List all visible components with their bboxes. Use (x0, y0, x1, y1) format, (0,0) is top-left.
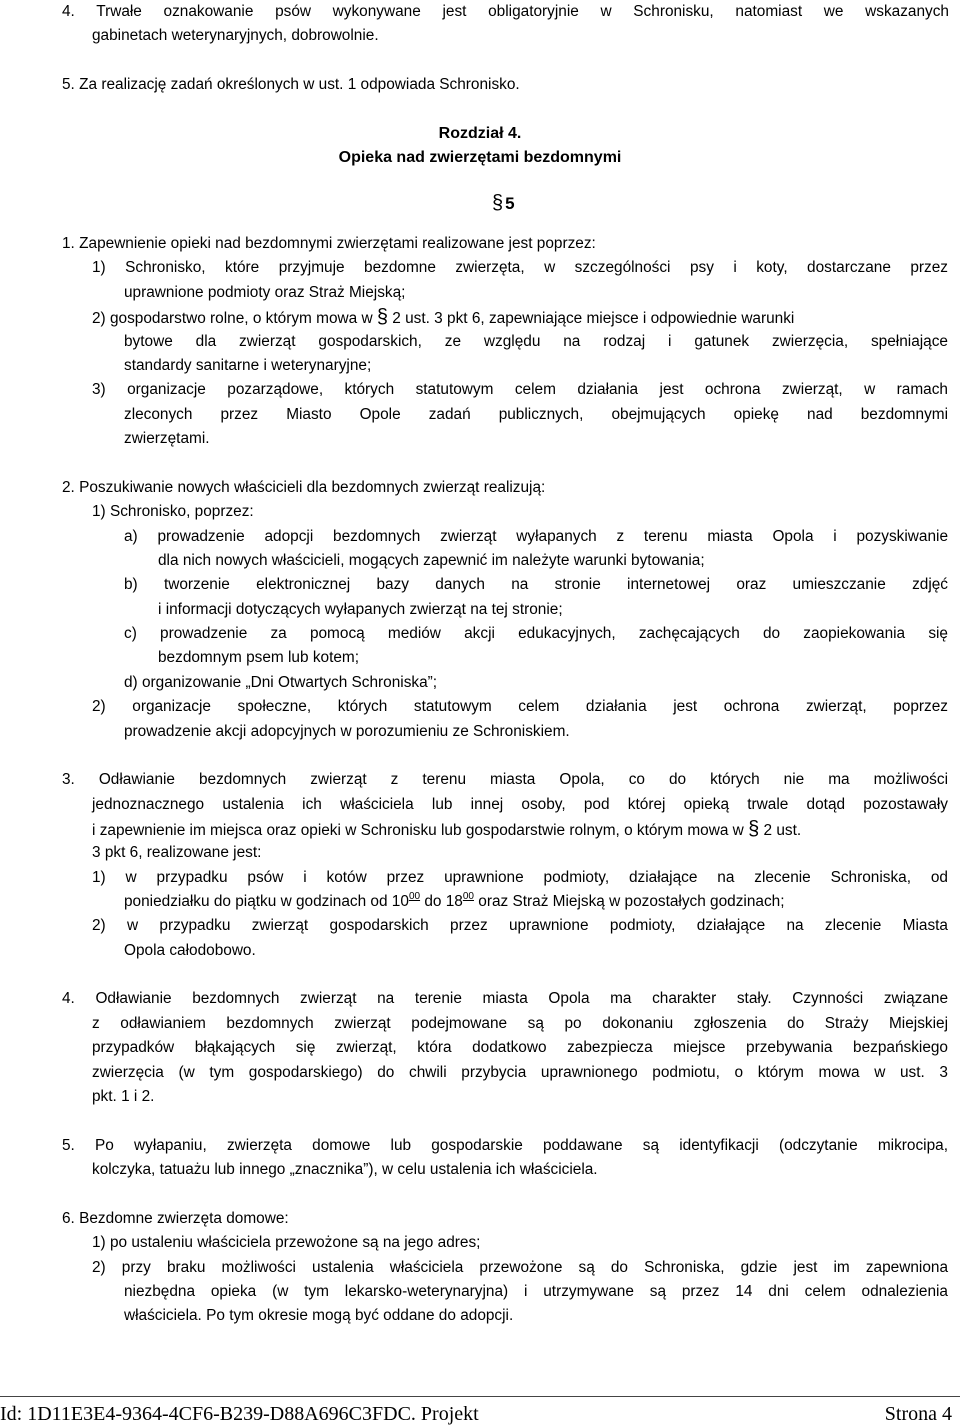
p2-line-11: prowadzenie akcji adopcyjnych w porozumieniu ze Schroniskiem. (124, 723, 570, 740)
footer-page-number: Strona 4 (884, 1403, 952, 1425)
p3-line-8: Opola całodobowo. (124, 942, 256, 959)
p2-line-8: bezdomnym psem lub kotem; (158, 649, 360, 666)
hour-superscript-1: 00 (408, 891, 421, 902)
p2-line-4: dla nich nowych właścicieli, mogących zapewnić im należyte warunki bytowania; (158, 552, 705, 569)
p3-line-6 (124, 890, 785, 915)
p3-line-3-text-a: i zapewnienie im miejsca oraz opieki w Schronisku lub gospodarstwie rolnym, o którym mowa w (92, 822, 744, 839)
p2-line-3: a) prowadzenie adopcji bezdomnych zwierząt wyłapanych z terenu miasta Opola i pozyskiwanie (124, 528, 948, 545)
p2-line-5: b) tworzenie elektronicznej bazy danych na stronie internetowej oraz umieszczanie zdjęć (124, 576, 948, 593)
paragraph-4-line-1: 4. Trwałe oznakowanie psów wykonywane jest obligatoryjnie w Schronisku, natomiast we wskazanych (62, 3, 949, 20)
p3-line-2: jednoznacznego ustalenia ich właściciela lub innej osoby, pod której opieką trwale dotąd pozostawały (92, 796, 948, 813)
p2-line-9: d) organizowanie „Dni Otwartych Schroniska”; (124, 674, 438, 691)
p2-line-6: i informacji dotyczących wyłapanych zwierząt na tej stronie; (158, 601, 563, 618)
p6-line-2: 1) po ustaleniu właściciela przewożone są na jego adres; (92, 1234, 481, 1251)
section-symbol: § (492, 192, 504, 214)
p3-line-5: 1) w przypadku psów i kotów przez uprawnione podmioty, działające na zlecenie Schroniska, od (92, 869, 948, 886)
p1-line-3: uprawnione podmioty oraz Straż Miejską; (124, 284, 406, 301)
p6-line-3: 2) przy braku możliwości ustalenia właściciela przewożone są do Schroniska, gdzie jest im zapewniona (92, 1259, 948, 1276)
p1-line-2: 1) Schronisko, które przyjmuje bezdomne zwierzęta, w szczególności psy i koty, dostarczane przez (92, 259, 948, 276)
p6-line-5: właściciela. Po tym okresie mogą być oddane do adopcji. (124, 1307, 514, 1324)
p3-line-6-text-c: oraz Straż Miejską w pozostałych godzinach; (473, 893, 785, 910)
p2-line-1: 2. Poszukiwanie nowych właścicieli dla bezdomnych zwierząt realizują: (62, 479, 546, 496)
footer-divider (0, 1396, 960, 1397)
p1-line-8: zleconych przez Miasto Opole zadań publicznych, obejmujących opiekę nad bezdomnymi (124, 406, 948, 423)
p4-line-3: przypadków błąkających się zwierząt, która dodatkowo zabezpiecza miejsce przebywania bezpańskiego (92, 1039, 948, 1056)
p3-line-3 (92, 817, 801, 844)
p1-line-6: standardy sanitarne i weterynaryjne; (124, 357, 372, 374)
p1-line-5: bytowe dla zwierząt gospodarskich, ze względu na rodzaj i gatunek zwierzęcia, spełniające (124, 333, 948, 350)
chapter-title: Opieka nad zwierzętami bezdomnymi (338, 149, 622, 166)
p1-line-7: 3) organizacje pozarządowe, których statutowym celem działania jest ochrona zwierząt, w ramach (92, 381, 948, 398)
p3-line-4: 3 pkt 6, realizowane jest: (92, 844, 262, 861)
p4-line-4: zwierzęcia (w tym gospodarskiego) do chwili przybycia uprawnionego podmiotu, o którym mowa w ust. 3 (92, 1064, 948, 1081)
p5-line-1: 5. Po wyłapaniu, zwierzęta domowe lub gospodarskie poddawane są identyfikacji (odczytanie mikrocipa, (62, 1137, 948, 1154)
footer-document-id: Id: 1D11E3E4-9364-4CF6-B239-D88A696C3FDC. Projekt (0, 1403, 479, 1425)
p6-line-1: 6. Bezdomne zwierzęta domowe: (62, 1210, 289, 1227)
p3-line-7: 2) w przypadku zwierząt gospodarskich przez uprawnione podmioty, działające na zlecenie Miasta (92, 917, 948, 934)
p3-line-6-text-b: do 18 (420, 893, 463, 910)
hour-superscript-2: 00 (462, 891, 474, 902)
p5-line-2: kolczyka, tatuażu lub innego „znacznika”), w celu ustalenia ich właściciela. (92, 1161, 598, 1178)
p1-line-9: zwierzętami. (124, 430, 210, 447)
p2-line-7: c) prowadzenie za pomocą mediów akcji edukacyjnych, zachęcających do zaopiekowania się (124, 625, 948, 642)
section-symbol-inline: § (748, 818, 760, 840)
p1-line-4-text-a: 2) gospodarstwo rolne, o którym mowa w (92, 310, 373, 327)
p4-line-1: 4. Odławianie bezdomnych zwierząt na terenie miasta Opola ma charakter stały. Czynności związane (62, 990, 948, 1007)
p2-line-10: 2) organizacje społeczne, których statutowym celem działania jest ochrona zwierząt, poprzez (92, 698, 948, 715)
p2-line-2: 1) Schronisko, poprzez: (92, 503, 254, 520)
section-symbol-inline: § (376, 306, 388, 328)
paragraph-5: 5. Za realizację zadań określonych w ust. 1 odpowiada Schronisko. (62, 76, 520, 93)
p3-line-3-text-b: 2 ust. (763, 822, 802, 839)
p4-line-2: z odławianiem bezdomnych zwierząt podejmowane są po dokonaniu zgłoszenia do Straży Miejskiej (92, 1015, 948, 1032)
p4-line-5: pkt. 1 i 2. (92, 1088, 155, 1105)
section-number: 5 (505, 194, 515, 213)
p1-line-1: 1. Zapewnienie opieki nad bezdomnymi zwierzętami realizowane jest poprzez: (62, 235, 596, 252)
section-heading (492, 191, 515, 217)
p1-line-4-text-b: 2 ust. 3 pkt 6, zapewniające miejsce i odpowiednie warunki (392, 310, 795, 327)
p3-line-1: 3. Odławianie bezdomnych zwierząt z terenu miasta Opola, co do których nie ma możliwości (62, 771, 948, 788)
paragraph-4-line-2: gabinetach weterynaryjnych, dobrowolnie. (92, 27, 379, 44)
p1-line-4 (92, 305, 794, 332)
p6-line-4: niezbędna opieka (w tym lekarsko-weterynaryjna) i utrzymywane są przez 14 dni celem odnalezienia (124, 1283, 948, 1300)
chapter-heading: Rozdział 4. (438, 125, 522, 142)
p3-line-6-text-a: poniedziałku do piątku w godzinach od 10 (124, 893, 409, 910)
